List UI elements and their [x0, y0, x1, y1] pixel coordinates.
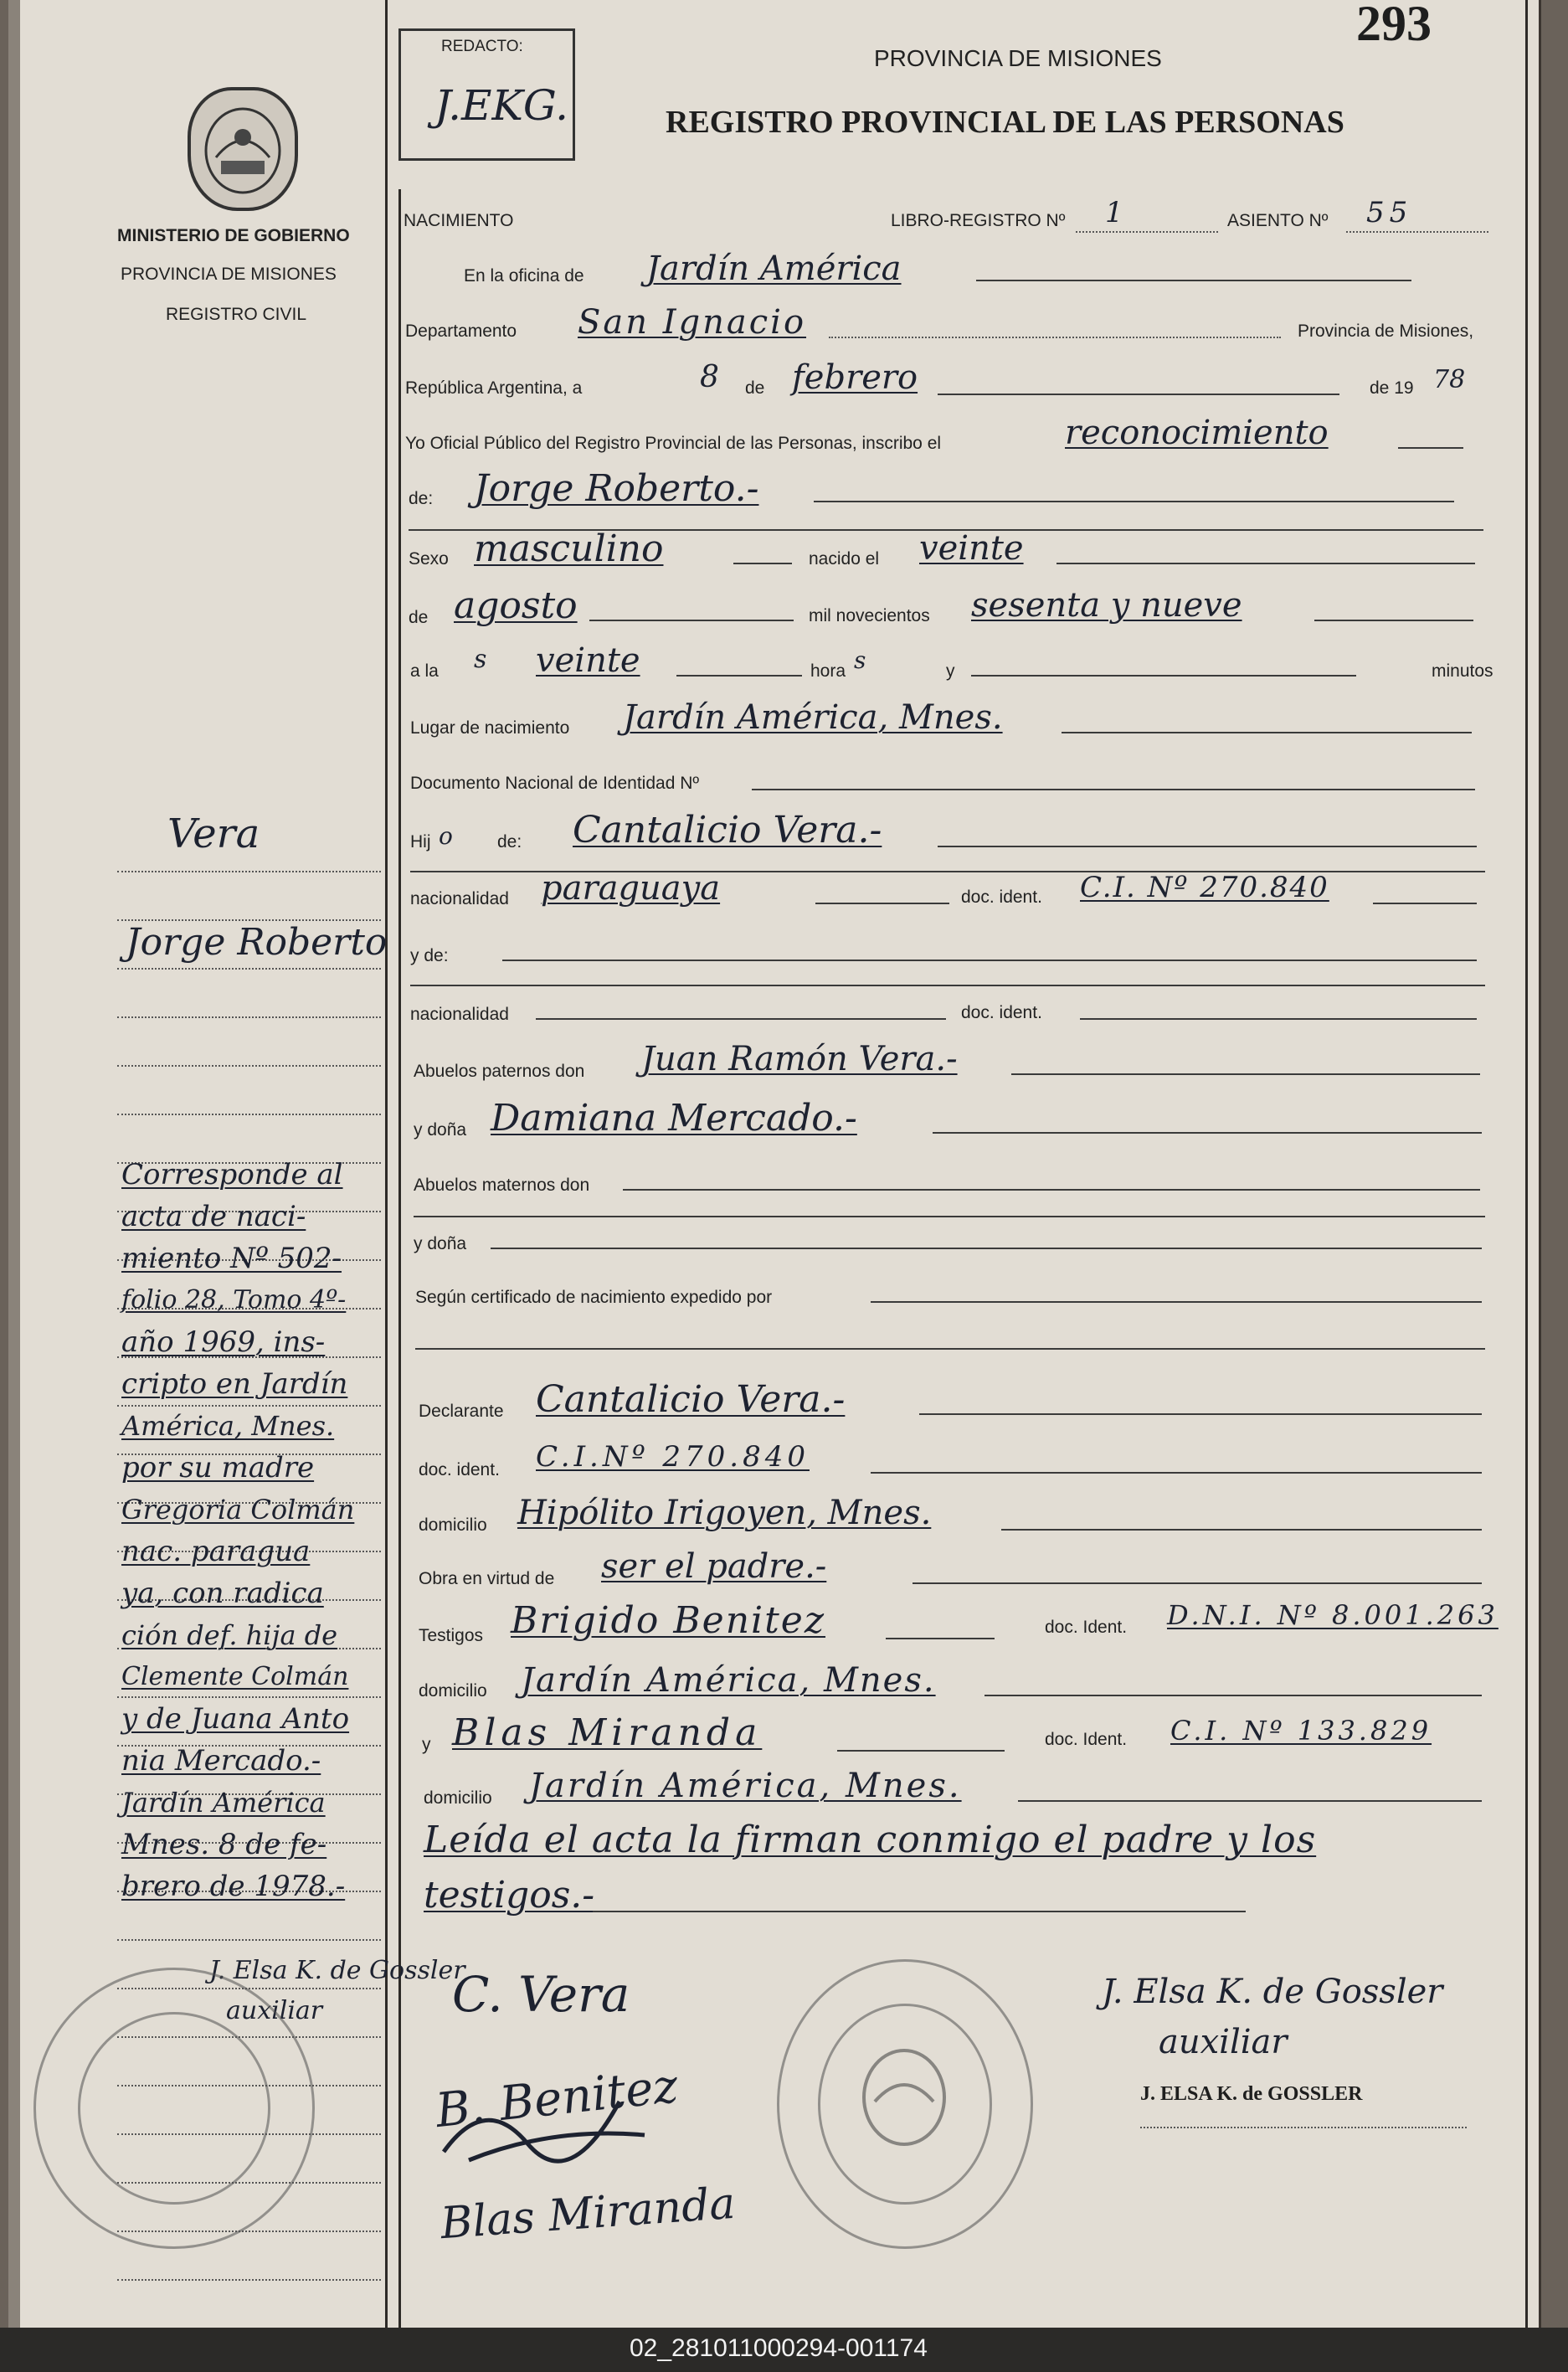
value-oficina: Jardín América [646, 250, 902, 288]
dni-line [752, 789, 1475, 790]
certificado-line [871, 1301, 1482, 1303]
margin-rule [117, 919, 381, 921]
margin-signature: J. Elsa K. de Gossler [209, 1956, 465, 1985]
label-domicilio2: domicilio [419, 1681, 487, 1701]
value-domicilio2: Jardín América, Mnes. [521, 1661, 936, 1700]
registry-seal-left [33, 1968, 315, 2249]
footer-id: 02_281011000294-001174 [630, 2334, 928, 2362]
signature-testigo2: Blas Miranda [439, 2178, 738, 2250]
signature-scribble-icon [435, 2076, 653, 2177]
label-dni: Documento Nacional de Identidad Nº [410, 774, 700, 793]
value-oficial: reconocimiento [1065, 414, 1329, 452]
margin-note-line: nac. paragua [121, 1535, 311, 1568]
label-abuelos-mat: Abuelos maternos don [414, 1176, 590, 1195]
certificado-line-2 [415, 1348, 1485, 1350]
margin-note-line: Gregoria Colmán [121, 1494, 355, 1526]
footer-bar [0, 2328, 1568, 2372]
value-abuelo-pat: Juan Ramón Vera.- [641, 1040, 958, 1078]
lugar-line [1062, 732, 1472, 733]
value-mes: febrero [792, 358, 918, 397]
margin-note-line: Clemente Colmán [121, 1662, 349, 1691]
label-minutos: minutos [1432, 661, 1493, 681]
label-nacionalidad: nacionalidad [410, 889, 509, 908]
nacionalidad-line [815, 903, 949, 904]
value-testigo2: Blas Miranda [452, 1711, 763, 1754]
margin-rule [117, 2279, 381, 2281]
label-certificado: Según certificado de nacimiento expedido por [415, 1288, 773, 1307]
label-obra: Obra en virtud de [419, 1569, 555, 1588]
label-ala: a la [410, 661, 439, 681]
abuelo-mat-line-2 [414, 1216, 1485, 1217]
label-republica: República Argentina, a [405, 378, 583, 398]
margin-rule [117, 1939, 381, 1941]
asiento-rule [1346, 231, 1488, 233]
value-hora: veinte [536, 641, 640, 680]
value-libro: 1 [1105, 196, 1123, 229]
label-nacido: nacido el [809, 549, 880, 569]
left-province: PROVINCIA DE MISIONES [121, 265, 337, 284]
redacto-box [398, 28, 575, 161]
label-nacionalidad2: nacionalidad [410, 1005, 509, 1024]
label-docident: doc. ident. [961, 888, 1042, 907]
label-sexo: Sexo [409, 549, 449, 569]
label-anio: de 19 [1370, 378, 1414, 398]
label-docident3: doc. ident. [419, 1460, 500, 1479]
label-provincia: Provincia de Misiones, [1298, 322, 1474, 341]
testigo2-line [837, 1750, 1005, 1752]
label-asiento: ASIENTO Nº [1227, 211, 1329, 230]
label-hijo: Hij [410, 832, 431, 852]
value-declarante: Cantalicio Vera.- [536, 1378, 846, 1421]
abuela-mat-line [491, 1248, 1482, 1249]
header-province: PROVINCIA DE MISIONES [874, 45, 1162, 71]
label-declarante: Declarante [419, 1402, 504, 1421]
libro-rule [1076, 231, 1218, 233]
margin-note-line: miento Nº 502- [121, 1242, 342, 1275]
value-testigo1: Brigido Benitez [511, 1599, 826, 1642]
minutos-line [971, 675, 1356, 677]
label-abuelos-pat: Abuelos paternos don [414, 1062, 585, 1081]
margin-note-line: y de Juana Anto [121, 1702, 350, 1736]
right-edge-rule [1525, 0, 1528, 2328]
official-printed-name: J. ELSA K. de GOSSLER [1140, 2083, 1363, 2105]
departamento-rule [829, 337, 1281, 338]
label-yde: y de: [410, 946, 449, 965]
testigo1-line [886, 1638, 995, 1639]
label-mil: mil novecientos [809, 606, 930, 625]
label-domicilio3: domicilio [424, 1788, 492, 1808]
label-ydona: y doña [414, 1120, 467, 1140]
madre-line-2 [410, 985, 1485, 986]
label-de2: de [409, 608, 429, 627]
label-de3: de: [497, 832, 522, 852]
margin-note-line: Jardín América [121, 1787, 326, 1819]
nacionalidad2-line [536, 1018, 946, 1020]
oficina-line [976, 280, 1411, 281]
label-y: y [946, 661, 955, 681]
padre-line [938, 846, 1477, 847]
madre-line [502, 960, 1477, 961]
margin-note-line: Corresponde al [121, 1158, 343, 1191]
margin-note-line: Mnes. 8 de fe- [121, 1828, 327, 1861]
value-anio: 78 [1433, 365, 1466, 394]
margin-note-line: acta de naci- [121, 1200, 306, 1233]
value-dia: 8 [700, 360, 719, 394]
domicilio2-line [984, 1695, 1482, 1696]
value-docident: C.I. Nº 270.840 [1080, 871, 1329, 904]
abuela-pat-line [933, 1132, 1482, 1134]
seal-emblem-icon [846, 2043, 963, 2152]
value-domicilio: Hipólito Irigoyen, Mnes. [517, 1494, 932, 1532]
label-testigos: Testigos [419, 1626, 484, 1645]
official-signature-title: auxiliar [1159, 2023, 1288, 2061]
hora-line [676, 675, 802, 677]
margin-given-names: Jorge Roberto [126, 921, 388, 964]
margin-note-line: año 1969, ins- [121, 1325, 326, 1359]
value-sexo: masculino [474, 527, 664, 570]
left-ministry: MINISTERIO DE GOBIERNO [117, 226, 350, 245]
margin-note-line: América, Mnes. [121, 1410, 335, 1442]
obra-line [913, 1582, 1482, 1584]
mes-line [938, 394, 1339, 395]
mes-nac-line [589, 620, 794, 621]
margin-note-line: brero de 1978.- [121, 1870, 346, 1903]
label-oficina: En la oficina de [464, 266, 584, 286]
leida-line-rule [593, 1911, 1246, 1912]
value-departamento: San Ignacio [578, 303, 807, 342]
label-oficial: Yo Oficial Público del Registro Provincial de las Personas, inscribo el [405, 434, 942, 453]
persona-line [814, 501, 1454, 502]
label-docident2: doc. ident. [961, 1003, 1042, 1022]
label-y2: y [422, 1735, 431, 1754]
margin-note-line: nia Mercado.- [121, 1744, 321, 1778]
label-ydona2: y doña [414, 1234, 467, 1253]
margin-note [121, 1154, 398, 1907]
signature-testigo1: B. Benitez [433, 2059, 681, 2138]
label-departamento: Departamento [405, 322, 517, 341]
value-nacionalidad: paraguaya [541, 869, 721, 908]
form-left-rule [398, 189, 401, 2328]
header-registry: REGISTRO PROVINCIAL DE LAS PERSONAS [666, 105, 1344, 140]
leida-line-2: testigos.- [424, 1874, 595, 1917]
left-civil: REGISTRO CIVIL [166, 305, 307, 324]
margin-note-line: folio 28, Tomo 4º- [121, 1285, 347, 1315]
sexo-line [733, 563, 792, 564]
signature-declarante: C. Vera [452, 1966, 630, 2023]
official-rule [1140, 2127, 1467, 2128]
official-signature: J. Elsa K. de Gossler [1102, 1973, 1443, 2011]
label-horas: hora [810, 661, 846, 681]
declarante-line [919, 1413, 1482, 1415]
oficial-line [1398, 447, 1463, 449]
nacido-line [1056, 563, 1475, 564]
docident2-line [1080, 1018, 1477, 1020]
margin-surname: Vera [167, 810, 260, 857]
leida-line-1: Leída el acta la firman conmigo el padre y los [424, 1819, 1317, 1861]
binding-edge [8, 0, 20, 2328]
value-nacido: veinte [919, 529, 1024, 568]
value-padre: Cantalicio Vera.- [573, 809, 882, 852]
margin-rule [117, 1016, 381, 1018]
label-lugar: Lugar de nacimiento [410, 718, 570, 738]
label-de: de [745, 378, 765, 398]
value-mes-nac: agosto [454, 584, 578, 627]
value-docident4: D.N.I. Nº 8.001.263 [1167, 1599, 1499, 1631]
value-de-persona: Jorge Roberto.- [474, 467, 759, 510]
value-anio-nac: sesenta y nueve [971, 586, 1242, 625]
margin-note-line: cripto en Jardín [121, 1367, 348, 1401]
label-docident5: doc. Ident. [1045, 1730, 1128, 1749]
margin-note-line: por su madre [121, 1451, 315, 1484]
value-lugar: Jardín América, Mnes. [623, 698, 1003, 737]
value-docident3: C.I.Nº 270.840 [536, 1440, 810, 1474]
margin-rule [117, 871, 381, 872]
page-number: 293 [1356, 0, 1432, 51]
margin-rule [117, 1114, 381, 1115]
margin-rule [117, 1065, 381, 1067]
domicilio-line [1001, 1529, 1482, 1531]
abuelo-mat-line [623, 1189, 1480, 1191]
value-domicilio3: Jardín América, Mnes. [529, 1767, 962, 1805]
value-abuela-pat: Damiana Mercado.- [491, 1097, 857, 1140]
redacto-initials: J.EKG. [434, 81, 568, 130]
anio-nac-line [1314, 620, 1473, 621]
docident3-line [871, 1472, 1482, 1474]
margin-signature-title: auxiliar [226, 1996, 323, 2025]
label-nacimiento: NACIMIENTO [404, 211, 514, 230]
value-hijo-suffix: o [439, 822, 453, 850]
abuelo-pat-line [1011, 1073, 1480, 1075]
seal-inner-ring [78, 2012, 270, 2205]
domicilio3-line [1018, 1800, 1482, 1802]
label-domicilio: domicilio [419, 1515, 487, 1535]
margin-note-line: ción def. hija de [121, 1619, 338, 1651]
value-ala-suffix: s [474, 645, 487, 674]
margin-note-line: ya, con radica [121, 1577, 324, 1610]
docident-line [1373, 903, 1477, 904]
label-docident4: doc. Ident. [1045, 1618, 1128, 1637]
value-asiento: 55 [1366, 196, 1413, 229]
value-obra: ser el padre.- [601, 1547, 827, 1586]
label-de-persona: de: [409, 489, 434, 508]
value-horas-suffix: s [854, 646, 866, 674]
margin-rule [117, 968, 381, 970]
coat-of-arms-icon [188, 87, 298, 211]
value-docident5: C.I. Nº 133.829 [1170, 1715, 1432, 1747]
redacto-label: REDACTO: [441, 38, 523, 55]
label-libro: LIBRO-REGISTRO Nº [891, 211, 1066, 230]
